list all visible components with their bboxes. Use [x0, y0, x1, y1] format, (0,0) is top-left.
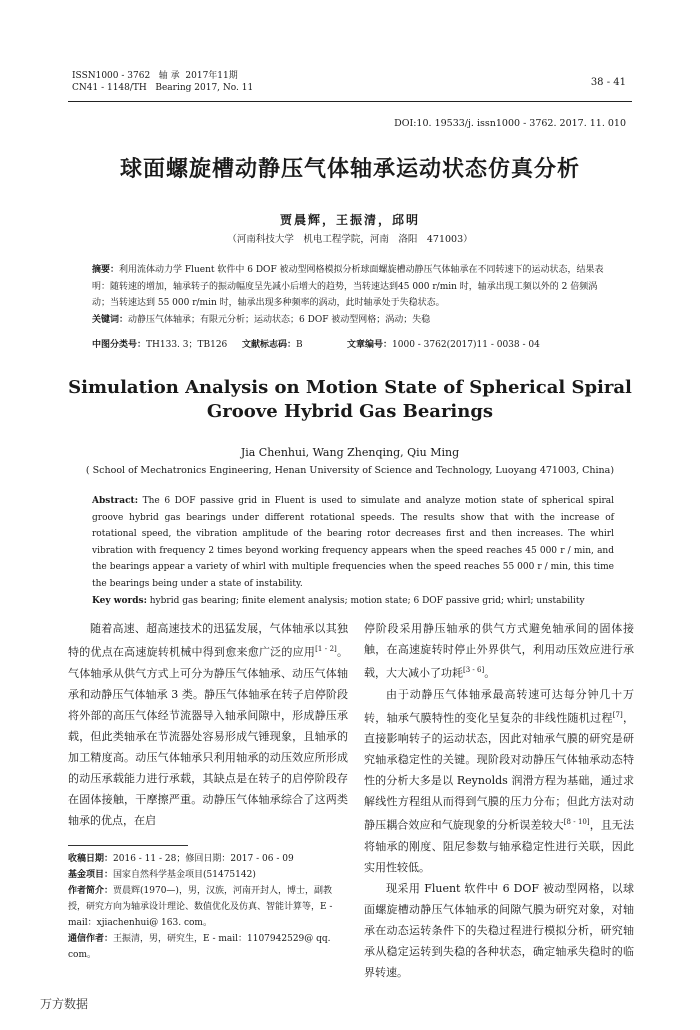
- clc-label: 中图分类号：: [92, 340, 147, 350]
- title-en: Simulation Analysis on Motion State of Spherical Spiral Groove Hybrid Gas Bearings: [68, 377, 632, 422]
- page-range: 38 - 41: [590, 77, 626, 88]
- body-column-right: [364, 618, 634, 983]
- journal-name-en: Bearing: [155, 83, 192, 93]
- header-rule: [68, 101, 632, 102]
- corresponding-label: 通信作者：: [68, 934, 114, 944]
- keywords-cn-label: 关键词：: [92, 314, 129, 325]
- footnotes: [68, 851, 348, 963]
- watermark: 万方数据: [40, 997, 89, 1011]
- abstract-cn-text: 利用流体动力学 Fluent 软件中 6 DOF 被动型网格模拟分析球面螺旋槽动静压气体轴承在不同转速下的运动状态，结果表明：随转速的增加，轴承转子的振动幅度呈先减小后增大的趋势，当转速达到45 000 r/min 时，轴承出现工频以外的 2 倍频涡动；当转速达到 55 000 r/min 时，轴承出现多种频率的涡动，此时轴承处于失稳状态。: [92, 265, 604, 308]
- journal-name-cn: 轴 承: [158, 71, 180, 81]
- issue-date-cn: 2017年11期: [185, 71, 238, 81]
- affiliation-cn: （河南科技大学 机电工程学院，河南 洛阳 471003）: [227, 234, 473, 245]
- keywords-en-text: hybrid gas bearing; finite element analysis; motion state; 6 DOF passive grid; whirl; unstability: [146, 595, 585, 606]
- citation: [1 - 2]: [315, 645, 337, 653]
- classification-line: [92, 337, 614, 350]
- citation: [8 - 10]: [563, 818, 590, 827]
- received-label: 收稿日期：: [68, 854, 114, 864]
- issue-date-en: 2017, No. 11: [194, 83, 254, 93]
- article-no-value: 1000 - 3762(2017)11 - 0038 - 04: [392, 340, 540, 350]
- title-cn: 球面螺旋槽动静压气体轴承运动状态仿真分析: [119, 157, 580, 182]
- journal-header: [72, 70, 253, 94]
- authors-en: Jia Chenhui, Wang Zhenqing, Qiu Ming: [240, 446, 460, 459]
- issn: ISSN1000 - 3762: [72, 71, 151, 81]
- abstract-en: [92, 493, 614, 609]
- paragraph: 停阶段采用静压轴承的供气方式避免轴承间的固体接触，在高速旋转时停止外界供气，利用动压效应进行承载，大大减小了功耗[3 - 6]。: [364, 622, 634, 680]
- authors-cn: 贾晨辉，王振清，邱明: [279, 213, 420, 227]
- doc-code-label: 文献标志码：: [242, 340, 297, 350]
- clc-value: TH133. 3；TB126: [146, 340, 228, 350]
- abstract-cn-label: 摘要：: [92, 265, 120, 275]
- author-bio-label: 作者简介：: [68, 886, 114, 896]
- cn-number: CN41 - 1148/TH: [72, 83, 147, 93]
- received-dates: 2016 - 11 - 28；修回日期：2017 - 06 - 09: [113, 854, 294, 864]
- abstract-en-text: The 6 DOF passive grid in Fluent is used to simulate and analyze motion state of spherical spiral groove hybrid gas bearings under different rotational speeds. The results show that with the increase of rotational speed, the vibration amplitude of the bearing rotor decreases first and then increases. The whirl vibration with frequency 2 times beyond working frequency appears when the speed reaches 45 000 r / min, and the bearings appear a variety of whirl with multiple frequencies when the speed reaches 55 000 r / min, this time the bearings being under a state of instability.: [92, 496, 614, 589]
- citation: [7]: [612, 710, 623, 719]
- body-column-left: [68, 618, 348, 831]
- doc-code-value: B: [296, 340, 303, 350]
- fund-label: 基金项目：: [68, 870, 114, 880]
- affiliation-en: ( School of Mechatronics Engineering, Henan University of Science and Technology, Luoyang 471003, China): [85, 465, 615, 476]
- corresponding-text: 王振清，男，研究生，E - mail：1107942529@ qq. com。: [68, 934, 331, 960]
- paragraph: 随着高速、超高速技术的迅猛发展，气体轴承以其独特的优点在高速旋转机械中得到愈来愈广泛的应用[1 - 2]。气体轴承从供气方式上可分为静压气体轴承、动压气体轴承和动静压气体轴承 3 类。静压气体轴承在转子启停阶段将外部的高压气体经节流器导入轴承间隙中，形成静压承载，但此类轴承在节流器处容易形成气锤现象，且轴承的加工精度高。动压气体轴承只利用轴承的动压效应所形成的动压承载能力进行承载，其缺点是在转子的启停阶段存在固体接触，干摩擦严重。动静压气体轴承综合了这两类轴承的优点，在启: [68, 622, 349, 827]
- author-bio-text: 贾晨辉(1970—)，男，汉族，河南开封人，博士，副教授，研究方向为轴承设计理论、数值优化及仿真、智能计算等，E - mail：xjiachenhui@ 163. com。: [68, 886, 333, 928]
- article-no-label: 文章编号：: [347, 340, 393, 350]
- keywords-en-label: Key words:: [92, 595, 147, 606]
- abstract-cn: [92, 262, 614, 328]
- fund-text: 国家自然科学基金项目(51475142): [113, 870, 256, 880]
- abstract-en-label: Abstract:: [92, 496, 139, 506]
- keywords-cn-text: 动静压气体轴承；有限元分析；运动状态；6 DOF 被动型网格；涡动；失稳: [128, 314, 431, 325]
- citation: [3 - 6]: [463, 666, 485, 674]
- paragraph: 现采用 Fluent 软件中 6 DOF 被动型网格，以球面螺旋槽动静压气体轴承的间隙气膜为研究对象，对轴承在动态运转条件下的失稳过程进行模拟分析，研究轴承从稳定运转到失稳的各种状态，确定轴承失稳时的临界转速。: [364, 881, 634, 979]
- paragraph: 由于动静压气体轴承最高转速可达每分钟几十万转，轴承气膜特性的变化呈复杂的非线性随机过程[7]，直接影响转子的运动状态，因此对轴承气膜的研究是研究轴承稳定性的关键。现阶段对动静压气体轴承动态特性的分析大多是以 Reynolds 润滑方程为基础，通过求解线性方程组从而得到气膜的压力分布；但此方法对动静压耦合效应和气旋现象的分析误差较大[8 - 10]，且无法将轴承的刚度、阻尼参数与轴承稳定性进行关联，因此实用性较低。: [364, 687, 635, 874]
- footnote-rule: [68, 845, 188, 846]
- doi: DOI:10. 19533/j. issn1000 - 3762. 2017. 11. 010: [394, 118, 626, 129]
